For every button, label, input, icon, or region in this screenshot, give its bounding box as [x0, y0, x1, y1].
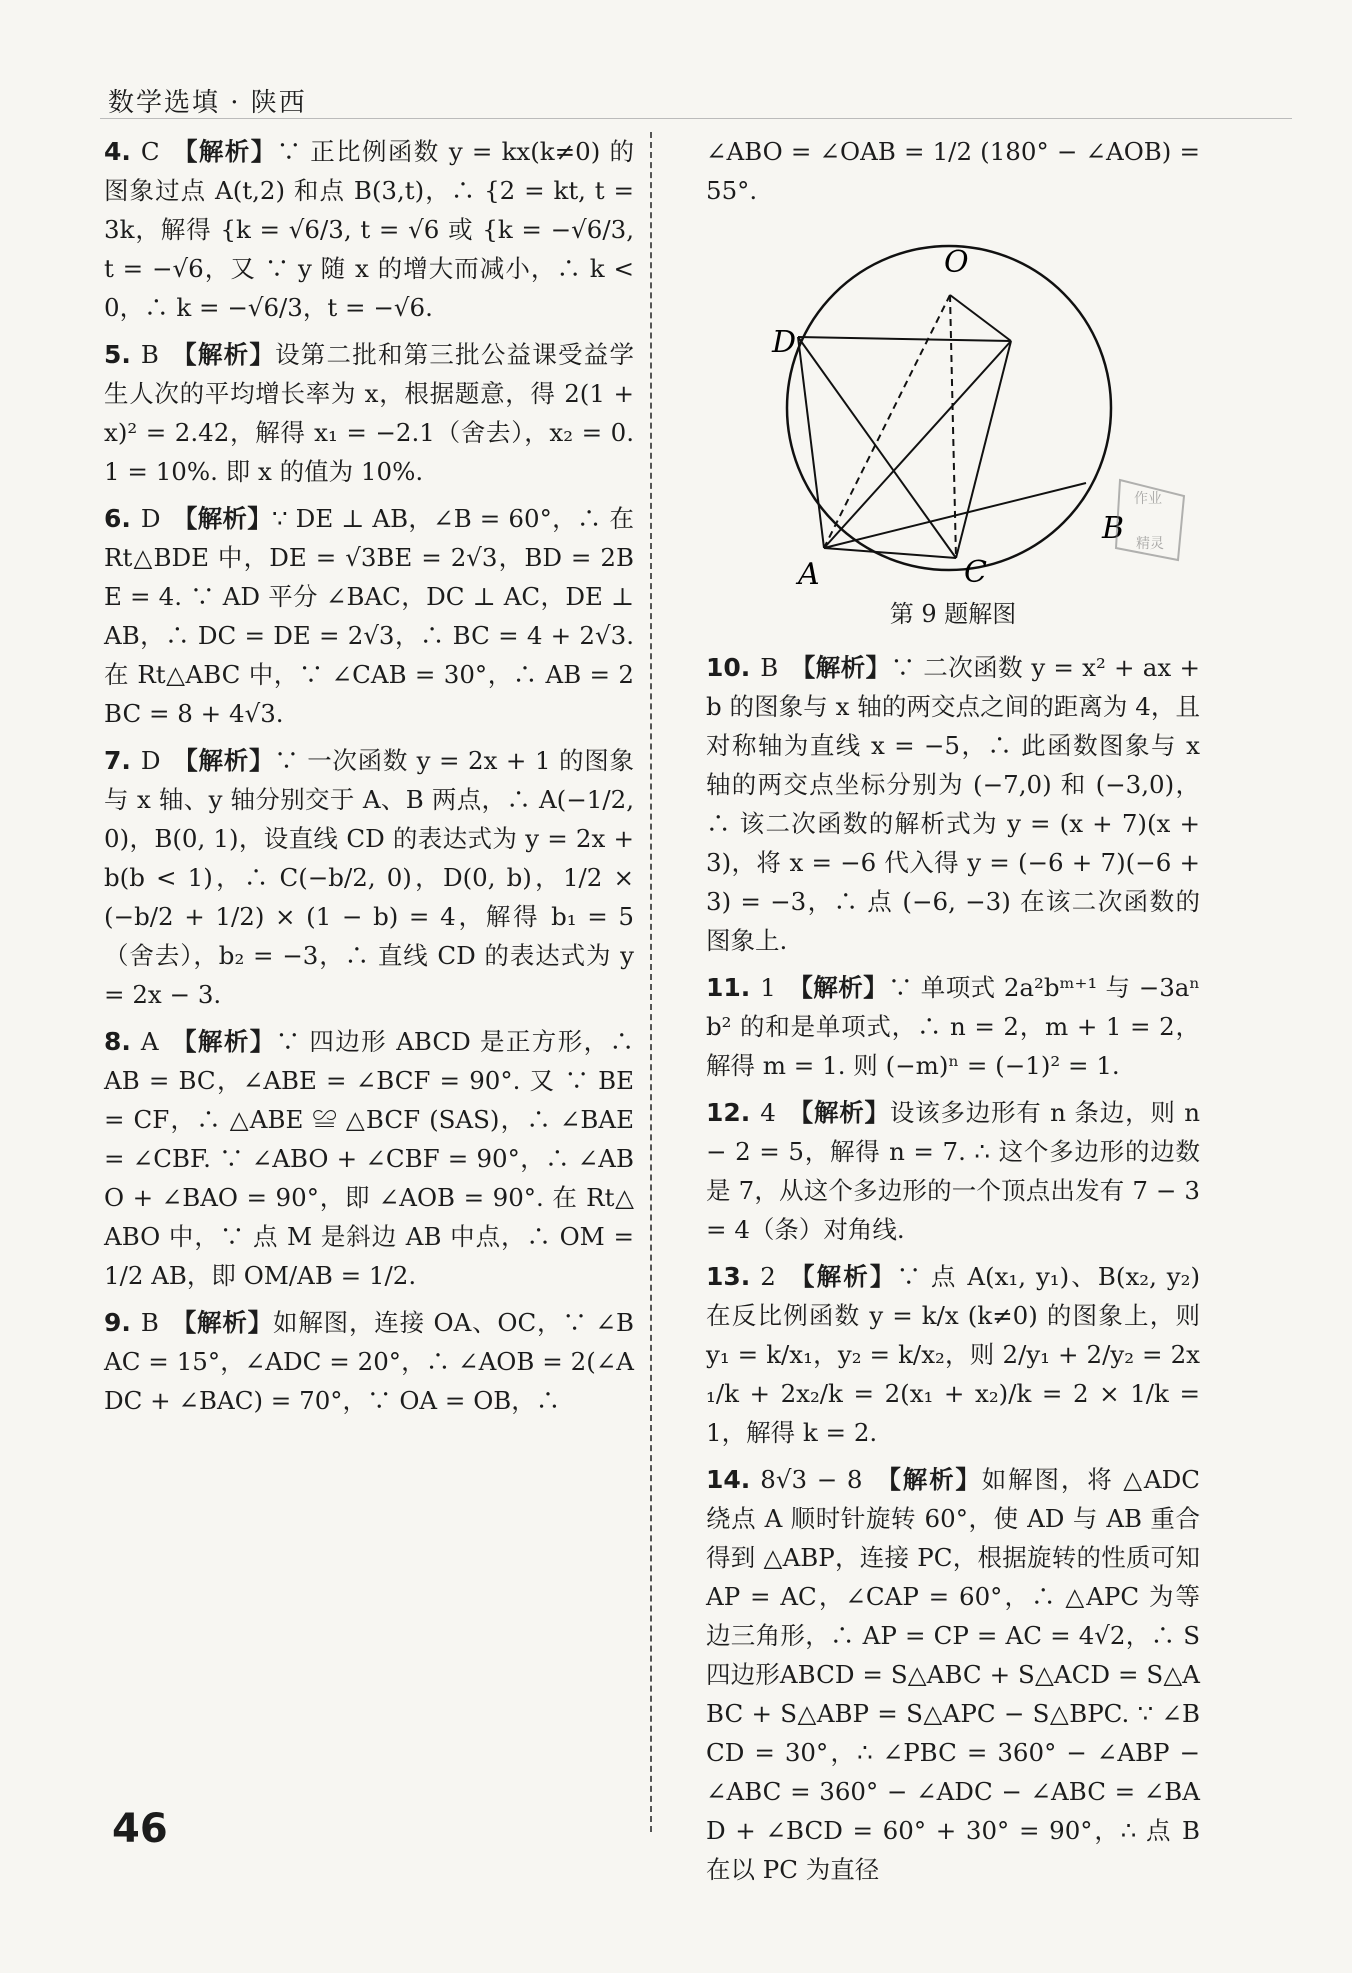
analysis-tag: 【解析】: [787, 973, 889, 1002]
solution-4: [104, 132, 634, 327]
solution-9: [104, 1303, 634, 1420]
analysis-tag: 【解析】: [787, 1098, 890, 1127]
analysis-tag: 【解析】: [171, 137, 277, 166]
answer: B: [760, 653, 779, 682]
solution-5: [104, 335, 634, 491]
question-number: 11.: [706, 973, 751, 1002]
solution-9-continued: ∠ABO = ∠OAB = 1/2 (180° − ∠AOB) = 55°.: [706, 137, 1200, 205]
segment-DB: [798, 337, 1011, 341]
solution-text: ∵ 二次函数 y = x² + ax + b 的图象与 x 轴的两交点之间的距离为 4，且对称轴为直线 x = −5，∴ 此函数图象与 x 轴的两交点坐标分别为 (−7,0) 和 (−3,0)，∴ 该二次函数的解析式为 y = (x + 7)(x + 3)，将 x = −6 代入得 y = (−6 + 7)(−6 + 3) = −3，∴ 点 (−6, −3) 在该二次函数的图象上.: [706, 653, 1200, 955]
question-number: 5.: [104, 340, 131, 369]
analysis-tag: 【解析】: [790, 653, 891, 682]
column-divider: [650, 132, 652, 1832]
circle: [787, 246, 1111, 570]
answer: 4: [760, 1098, 776, 1127]
question-number: 8.: [104, 1027, 131, 1056]
label-B: B: [1102, 511, 1125, 546]
segment-CB: [956, 341, 1011, 558]
answer: A: [140, 1027, 159, 1056]
solution-text: 设第二批和第三批公益课受益学生人次的平均增长率为 x，根据题意，得 2(1 + x)² = 2.42，解得 x₁ = −2.1（舍去），x₂ = 0.1 = 10%. 即 x 的值为 10%.: [104, 340, 635, 486]
solution-text: ∵ 单项式 2a²bᵐ⁺¹ 与 −3aⁿb² 的和是单项式，∴ n = 2，m + 1 = 2，解得 m = 1. 则 (−m)ⁿ = (−1)² = 1.: [706, 973, 1201, 1080]
header-rule: [100, 118, 1292, 119]
page-number: 46: [112, 1806, 168, 1852]
question-number: 10.: [706, 653, 751, 682]
answer: C: [140, 137, 160, 166]
question-number: 12.: [706, 1098, 751, 1127]
solution-11: [706, 968, 1200, 1085]
solution-6: [104, 499, 634, 733]
solution-text: 设该多边形有 n 条边，则 n − 2 = 5，解得 n = 7. ∴ 这个多边形的边数是 7，从这个多边形的一个顶点出发有 7 − 3 = 4（条）对角线.: [706, 1098, 1201, 1244]
page-header: 数学选填 · 陕西: [108, 88, 307, 118]
solution-text: ∵ 四边形 ABCD 是正方形，∴ AB = BC，∠ABE = ∠BCF = 90°. 又 ∵ BE = CF，∴ △ABE ≌ △BCF (SAS)，∴ ∠BAE = ∠CBF. ∵ ∠ABO + ∠CBF = 90°，∴ ∠ABO + ∠BAO = 90°，即 ∠AOB = 90°. 在 Rt△ABO 中，∵ 点 M 是斜边 AB 中点，∴ OM = 1/2 AB，即 OM/AB = 1/2.: [104, 1027, 635, 1290]
watermark-stamp: [1116, 480, 1184, 560]
segment-AC: [824, 548, 956, 558]
question-number: 7.: [104, 746, 131, 775]
question-number: 9.: [104, 1308, 131, 1337]
solution-12: [706, 1093, 1200, 1249]
solution-8: [104, 1022, 634, 1295]
solution-13: [706, 1257, 1200, 1452]
label-O: O: [944, 245, 969, 280]
left-column: [104, 132, 634, 1428]
stamp-line-2: 精灵: [1136, 536, 1164, 552]
answer: B: [140, 1308, 159, 1337]
circle-diagram: [706, 218, 1200, 598]
analysis-tag: 【解析】: [787, 1262, 897, 1291]
solution-text: ∵ DE ⊥ AB，∠B = 60°，∴ 在 Rt△BDE 中，DE = √3BE = 2√3，BD = 2BE = 4. ∵ AD 平分 ∠BAC，DC ⊥ AC，DE ⊥ AB，∴ DC = DE = 2√3，∴ BC = 4 + 2√3. 在 Rt△ABC 中，∵ ∠CAB = 30°，∴ AB = 2BC = 8 + 4√3.: [104, 504, 634, 728]
segment-OA: [824, 295, 950, 548]
answer: 8√3 − 8: [760, 1465, 863, 1494]
question-number: 4.: [104, 137, 131, 166]
answer: D: [140, 504, 161, 533]
solution-10: [706, 648, 1200, 960]
solution-14: [706, 1460, 1200, 1889]
solution-text: ∵ 点 A(x₁, y₁)、B(x₂, y₂) 在反比例函数 y = k/x (k≠0) 的图象上，则 y₁ = k/x₁，y₂ = k/x₂，则 2/y₁ + 2/y₂ = 2x₁/k + 2x₂/k = 2(x₁ + x₂)/k = 2 × 1/k = 1，解得 k = 2.: [706, 1262, 1200, 1447]
solution-text: 如解图，将 △ADC 绕点 A 顺时针旋转 60°，使 AD 与 AB 重合得到 △ABP，连接 PC，根据旋转的性质可知 AP = AC，∠CAP = 60°，∴ △APC 为等边三角形，∴ AP = CP = AC = 4√2，∴ S四边形ABCD = S△ABC + S△ACD = S△ABC + S△ABP = S△APC − S△BPC. ∵ ∠BCD = 30°，∴ ∠PBC = 360° − ∠ABP − ∠ABC = 360° − ∠ADC − ∠ABC = ∠BAD + ∠BCD = 60° + 30° = 90°，∴ 点 B 在以 PC 为直径: [706, 1465, 1201, 1884]
right-column: [706, 132, 1200, 1897]
question-number: 6.: [104, 504, 131, 533]
figure-caption: 第 9 题解图: [889, 600, 1017, 628]
analysis-tag: 【解析】: [172, 504, 273, 533]
answer: B: [140, 340, 159, 369]
segment-OB: [950, 295, 1011, 341]
question-number: 14.: [706, 1465, 751, 1494]
solution-text: ∵ 一次函数 y = 2x + 1 的图象与 x 轴、y 轴分别交于 A、B 两点，∴ A(−1/2, 0)，B(0, 1)，设直线 CD 的表达式为 y = 2x + b(b < 1)，∴ C(−b/2, 0)，D(0, b)，1/2 × (−b/2 + 1/2) × (1 − b) = 4，解得 b₁ = 5（舍去），b₂ = −3，∴ 直线 CD 的表达式为 y = 2x − 3.: [104, 746, 635, 1009]
label-C: C: [964, 555, 987, 590]
label-A: A: [798, 557, 820, 592]
segment-AB: [824, 341, 1011, 548]
answer: 1: [760, 973, 776, 1002]
answer: 2: [760, 1262, 776, 1291]
analysis-tag: 【解析】: [874, 1465, 982, 1494]
analysis-tag: 【解析】: [170, 1027, 276, 1056]
label-D: D: [772, 325, 797, 360]
analysis-tag: 【解析】: [170, 1308, 273, 1337]
solution-text: 如解图，连接 OA、OC，∵ ∠BAC = 15°，∠ADC = 20°，∴ ∠AOB = 2(∠ADC + ∠BAC) = 70°，∵ OA = OB，∴: [104, 1308, 635, 1415]
analysis-tag: 【解析】: [170, 340, 276, 369]
segment-OC: [950, 295, 956, 558]
figure-9: [706, 218, 1200, 638]
answer: D: [140, 746, 161, 775]
stamp-line-1: 作业: [1134, 491, 1162, 507]
solution-text: ∵ 正比例函数 y = kx(k≠0) 的图象过点 A(t,2) 和点 B(3,t)，∴ {2 = kt, t = 3k，解得 {k = √6/3, t = √6 或 {k = −√6/3, t = −√6，又 ∵ y 随 x 的增大而减小，∴ k < 0，∴ k = −√6/3，t = −√6.: [104, 137, 634, 322]
question-number: 13.: [706, 1262, 751, 1291]
analysis-tag: 【解析】: [172, 746, 275, 775]
solution-7: [104, 741, 634, 1014]
